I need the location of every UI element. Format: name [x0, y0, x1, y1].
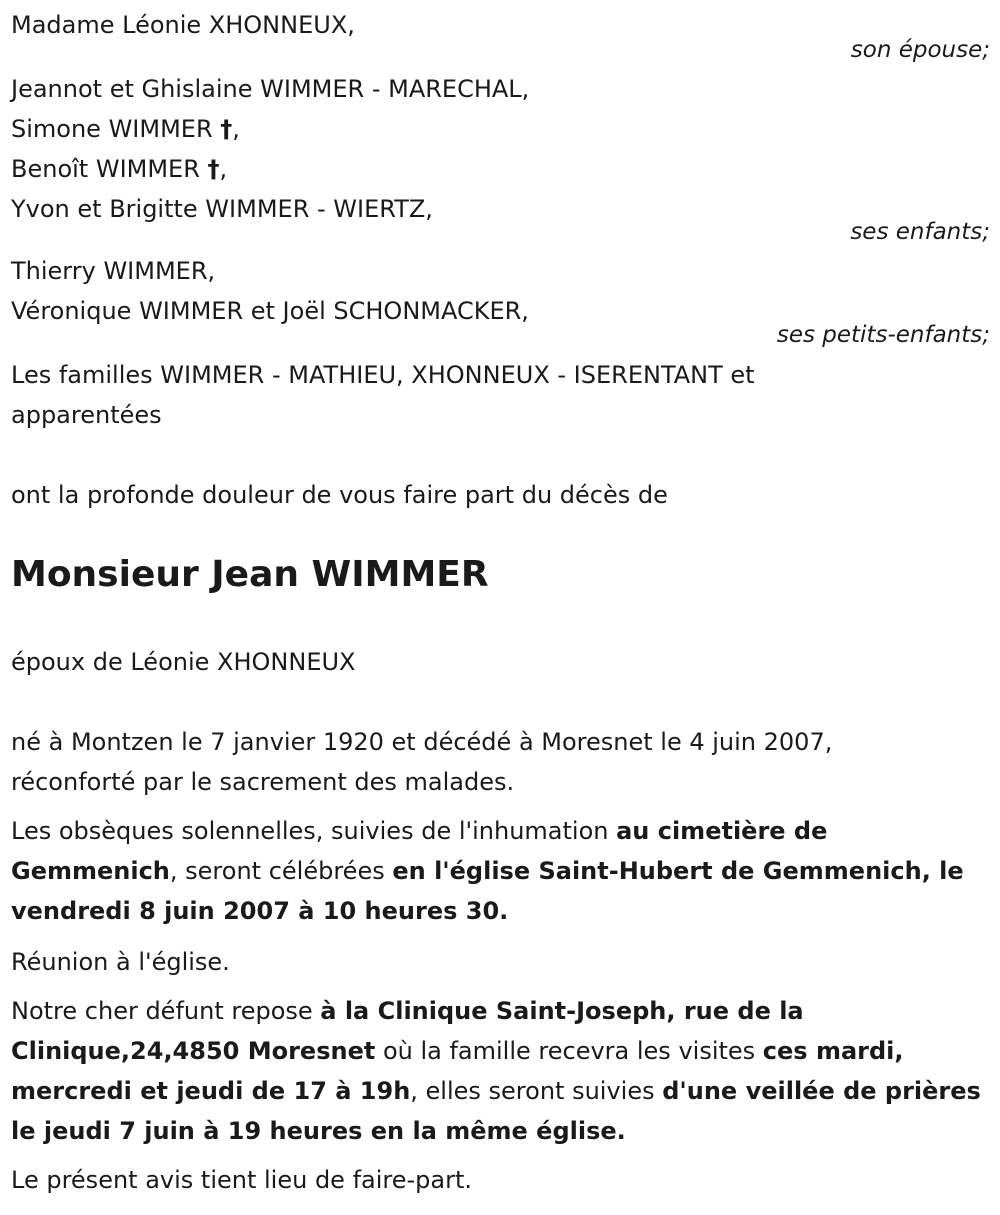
child-line: Jeannot et Ghislaine WIMMER - MARECHAL, — [11, 75, 530, 103]
announcement-text: ont la profonde douleur de vous faire part du décès de — [11, 481, 668, 509]
children-role: ses enfants; — [850, 219, 990, 245]
funeral-text: , seront célébrées — [169, 857, 393, 885]
meeting-text: Réunion à l'église. — [11, 948, 230, 976]
rest-text: Notre cher défunt repose — [11, 997, 321, 1025]
funeral-text: Les obsèques solennelles, suivies de l'inhumation — [11, 817, 617, 845]
funeral-cemetery: au cimetière de Gemmenich — [11, 817, 828, 885]
closing-text: Le présent avis tient lieu de faire-part. — [11, 1166, 473, 1194]
grandchild-line: Thierry WIMMER, — [11, 257, 216, 285]
child-line: Yvon et Brigitte WIMMER - WIERTZ, — [11, 195, 433, 223]
birth-death-line: né à Montzen le 7 janvier 1920 et décédé à Moresnet le 4 juin 2007, — [11, 728, 833, 756]
spouse-name: Madame Léonie XHONNEUX, — [11, 11, 355, 39]
deceased-cross-icon: † — [220, 115, 233, 143]
child-suffix: , — [232, 115, 240, 143]
funeral-church-date: en l'église Saint-Hubert de Gemmenich, le vendredi 8 juin 2007 à 10 heures 30. — [11, 857, 964, 925]
funeral-paragraph — [11, 811, 996, 931]
spouse-role: son épouse; — [850, 37, 990, 63]
rest-text: , elles seront suivies — [410, 1077, 663, 1105]
child-line — [11, 114, 240, 144]
rest-location: à la Clinique Saint-Joseph, rue de la Clinique,24,4850 Moresnet — [11, 997, 804, 1065]
child-line — [11, 154, 227, 184]
spouse-of-line: époux de Léonie XHONNEUX — [11, 648, 356, 676]
child-name: Benoît WIMMER — [11, 155, 200, 183]
deceased-cross-icon: † — [207, 155, 220, 183]
families-line: apparentées — [11, 401, 162, 429]
grandchild-line: Véronique WIMMER et Joël SCHONMACKER, — [11, 297, 529, 325]
rest-vigil: d'une veillée de prières le jeudi 7 juin à 19 heures en la même église. — [11, 1077, 981, 1145]
rest-paragraph — [11, 991, 996, 1151]
child-name: Simone WIMMER — [11, 115, 213, 143]
birth-death-line: réconforté par le sacrement des malades. — [11, 768, 515, 796]
child-suffix: , — [219, 155, 228, 183]
deceased-name: Monsieur Jean WIMMER — [11, 554, 489, 595]
rest-text: où la famille recevra les visites — [375, 1037, 763, 1065]
families-line: Les familles WIMMER - MATHIEU, XHONNEUX - ISERENTANT et — [11, 361, 755, 389]
rest-visit-times: ces mardi, mercredi et jeudi de 17 à 19h — [11, 1037, 904, 1105]
grandchildren-role: ses petits-enfants; — [776, 322, 990, 348]
